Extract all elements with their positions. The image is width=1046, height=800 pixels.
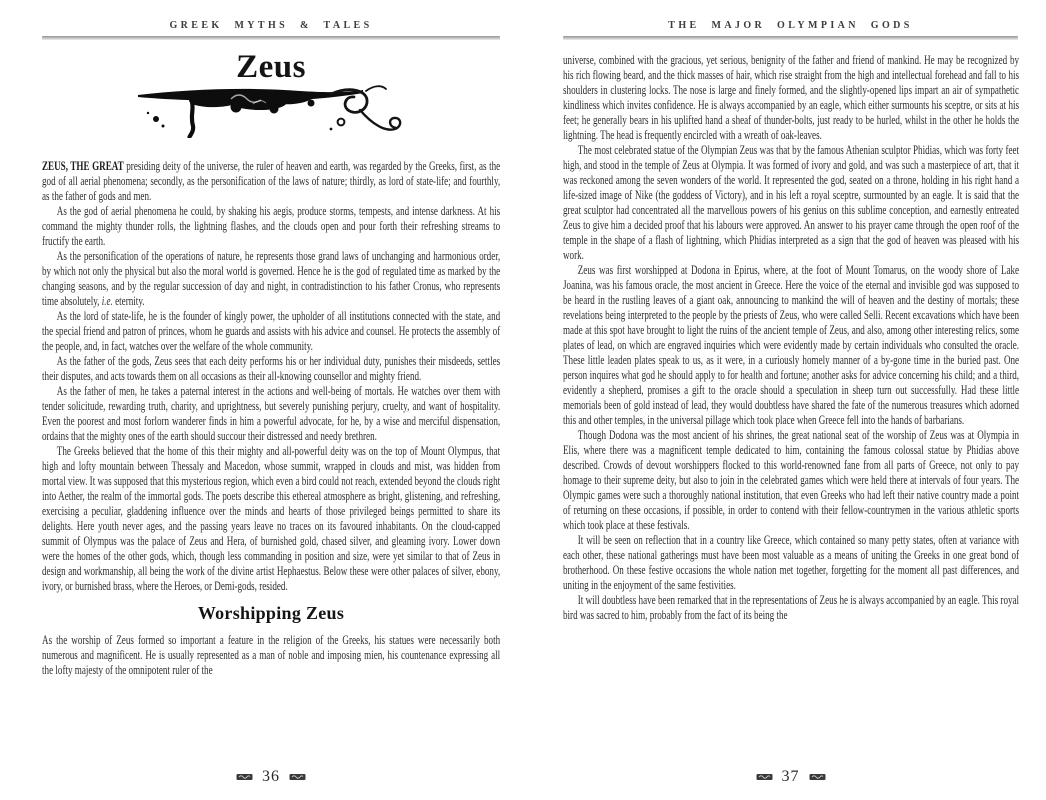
flourish-icon (135, 82, 407, 138)
right-page-footer (523, 769, 1046, 785)
footer-ornament-right-icon (289, 773, 306, 781)
paragraph: As the lord of state-life, he is the founder of kingly power, the upholder of all institutions connected with the state, and the special friend and patron of princes, whom he guards and assists with his advice and counsel. He protects the assembly of the people, and, in fact, watches over the welfare of the whole community. (42, 309, 501, 353)
footer-ornament-left-icon (236, 773, 253, 781)
latin-abbreviation: i.e. (101, 294, 113, 308)
left-page-footer (0, 769, 523, 785)
chapter-title: Zeus (236, 49, 306, 85)
title-flourish-ornament (42, 82, 500, 138)
page-number: 37 (781, 768, 800, 785)
paragraph: As the father of the gods, Zeus sees that each deity performs his or her individual duty, punishes their misdeeds, settles their disputes, and acts towards them on all occasions as their all-knowing counsellor and mighty friend. (42, 354, 501, 383)
paragraph: The Greeks believed that the home of this their mighty and all-powerful deity was on the top of Mount Olympus, that high and lofty mountain between Thessaly and Macedon, whose summit, wrapped in clouds and mist, was hidden from mortal view. It was supposed that this mysterious region, which even a bird could not reach, extended beyond the clouds right into Aether, the realm of the immortal gods. The poets describe this ethereal atmosphere as bright, glistening, and refreshing, exercising a peculiar, gladdening influence over the minds and hearts of those privileged beings permitted to share its delights. Here youth never ages, and the passing years leave no traces on its favoured inhabitants. On the cloud-capped summit of Olympus was the palace of Zeus and Hera, of burnished gold, chased silver, and gleaming ivory. Lower down were the homes of the other gods, which, though less commanding in position and size, were yet similar to that of Zeus in design and workmanship, all being the work of the divine artist Hephaestus. Below these were other palaces of silver, ebony, ivory, or burnished brass, where the Heroes, or Demi-gods, resided. (42, 444, 501, 593)
paragraph-text: presiding deity of the universe, the ruler of heaven and earth, was regarded by the Greeks, first, as the god of all aerial phenomena; secondly, as the personification of the laws of nature; thirdly, as lord of state-life; and fourthly, as the father of gods and men. (42, 159, 501, 203)
running-head-right: THE MAJOR OLYMPIAN GODS (668, 20, 913, 31)
paragraph: It will be seen on reflection that in a country like Greece, which contained so many petty states, often at variance with each other, these national gatherings must have been most valuable as a means of uniting the Greeks in one great bond of brotherhood. On these festive occasions the whole nation met together, forgetting for the moment all past differences, and uniting in the enjoyment of the same festivities. (563, 533, 1020, 592)
running-head-left: GREEK MYTHS & TALES (169, 20, 373, 31)
paragraph: universe, combined with the gracious, yet serious, benignity of the father and friend of mankind. He may be recognized by his rich flowing beard, and the thick masses of hair, which rise straight from the high and intellectual forehead and fall to his shoulders in clustering locks. The nose is large and finely formed, and the slightly-opened lips impart an air of sympathetic kindliness which invites confidence. He is always accompanied by an eagle, which either surmounts his sceptre, or sits at his feet; he generally bears in his uplifted hand a sheaf of thunder-bolts, just ready to be hurled, whilst in the other he holds the lightning. The head is frequently encircled with a wreath of oak-leaves. (563, 53, 1020, 142)
paragraph (42, 249, 500, 309)
left-page-body (42, 159, 500, 594)
paragraph: The most celebrated statue of the Olympian Zeus was that by the famous Athenian sculptor Phidias, which was forty feet high, and stood in the temple of Zeus at Olympia. It was formed of ivory and gold, and was such a masterpiece of art, that it was reckoned among the seven wonders of the world. It represented the god, seated on a throne, holding in his right hand a life-sized image of Nike (the goddess of Victory), and in his left a royal sceptre, surmounted by an eagle. It is said that the great sculptor had concentrated all the marvellous powers of his genius on this sublime conception, and earnestly entreated Zeus to give him a decided proof that his labours were approved. An answer to his prayer came through the open roof of the temple in the shape of a flash of lightning, which Phidias interpreted as a sign that the god of heaven was pleased with his work. (563, 143, 1020, 262)
paragraph: It will doubtless have been remarked that in the representations of Zeus he is always accompanied by an eagle. This royal bird was sacred to him, probably from the fact of its being the (563, 593, 1020, 622)
right-page-body (563, 53, 1019, 623)
left-page-section-body (42, 633, 500, 678)
page-number: 36 (262, 768, 280, 785)
paragraph: As the god of aerial phenomena he could, by shaking his aegis, produce storms, tempests, and intense darkness. At his command the mighty thunder rolls, the lightning flashes, and the clouds open and pour forth their refreshing streams to fructify the earth. (42, 204, 501, 248)
paragraph: As the worship of Zeus formed so important a feature in the religion of the Greeks, his statues were necessarily both numerous and magnificent. He is usually represented as a man of noble and imposing mien, his countenance expressing all the lofty majesty of the omnipotent ruler of the (42, 633, 501, 677)
header-rule (563, 36, 1018, 40)
footer-ornament-right-icon (809, 773, 826, 781)
paragraph-text: eternity. (112, 294, 145, 308)
right-page (523, 0, 1046, 800)
paragraph: As the father of men, he takes a paternal interest in the actions and well-being of mortals. He watches over them with tender solicitude, rewarding truth, charity, and uprightness, but severely punishing perjury, cruelty, and want of hospitality. Even the poorest and most forlorn wanderer finds in him a powerful advocate, for he, by a wise and merciful dispensation, ordains that the mighty ones of the earth should succour their distressed and needy brethren. (42, 384, 501, 443)
paragraph: Though Dodona was the most ancient of his shrines, the great national seat of the worship of Zeus was at Olympia in Elis, where there was a magnificent temple dedicated to him, containing the famous colossal statue by Phidias above described. Crowds of devout worshippers flocked to this world-renowned fane from all parts of Greece, not only to pay homage to their supreme deity, but also to join in the celebrated games which were held there at intervals of four years. The Olympic games were such a thoroughly national institution, that even Greeks who had left their native country made a point of returning on these occasions, if possible, in order to contend with their fellow-countrymen in the various athletic sports which took place at these festivals. (563, 428, 1020, 532)
paragraph (42, 159, 500, 204)
header-rule (42, 36, 500, 40)
paragraph-lead-in: ZEUS, THE GREAT (42, 159, 124, 173)
paragraph-text: As the personification of the operations of nature, he represents those grand laws of unchanging and harmonious order, by which not only the physical but also the moral world is governed. Hence he is the god of regulated time as marked by the changing seasons, and by the regular succession of day and night, in contradistinction to his father Cronus, who represents time absolutely, (42, 249, 501, 308)
section-heading: Worshipping Zeus (197, 603, 345, 623)
footer-ornament-left-icon (756, 773, 773, 781)
paragraph: Zeus was first worshipped at Dodona in Epirus, where, at the foot of Mount Tomarus, on the woody shore of Lake Joanina, was his famous oracle, the most ancient in Greece. Here the voice of the eternal and invisible god was supposed to be heard in the rustling leaves of a giant oak, announcing to mankind the will of heaven and the destiny of mortals; these revelations being interpreted to the people by the priests of Zeus, who were called Selli. Recent excavations which have been made at this spot have brought to light the ruins of the ancient temple of Zeus, and also, among other interesting relics, some plates of lead, on which are engraved inquiries which were evidently made by certain individuals who consulted the oracle. These little leaden plates speak to us, as it were, in a curiously homely manner of a by-gone time in the buried past. One person inquires what god he should apply to for health and fortune; another asks for advice concerning his child; and a third, evidently a shepherd, promises a gift to the oracle should a speculation in sheep turn out successfully. Had these little memorials been of gold instead of lead, they would doubtless have shared the fate of the numerous treasures which adorned this and other temples, in the universal pillage which took place when Greece fell into the hands of barbarians. (563, 263, 1020, 427)
